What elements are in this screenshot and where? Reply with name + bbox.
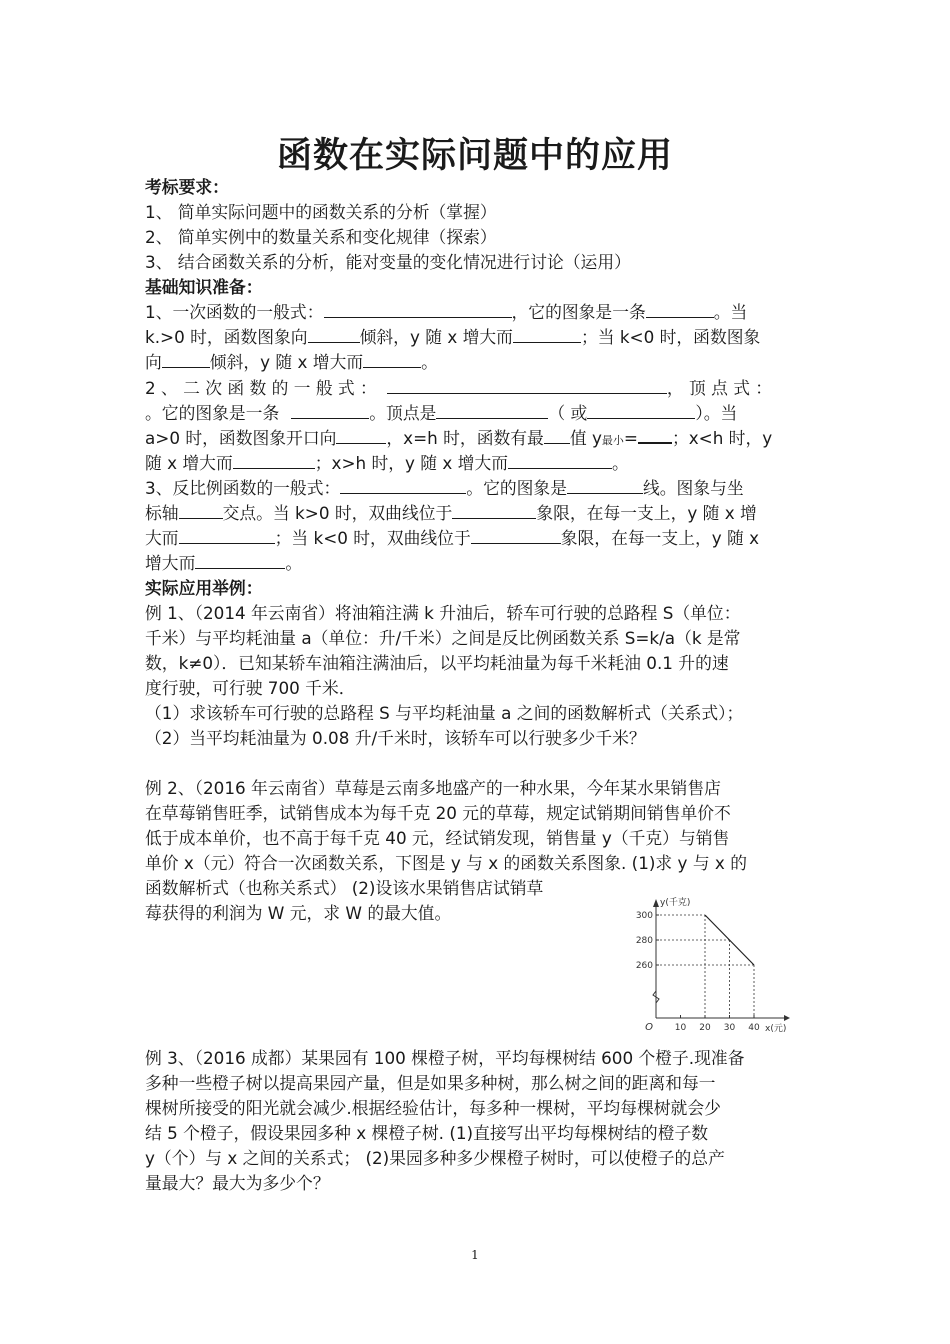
example-1-question-2: （2）当平均耗油量为 0.08 升/千米时，该轿车可以行驶多少千米？ bbox=[145, 728, 646, 748]
inverse-line-4 bbox=[145, 551, 302, 576]
text: 交点。当 k>0 时，双曲线位于 bbox=[222, 503, 453, 523]
text: 线。图象与坐 bbox=[642, 478, 744, 498]
inverse-line-3 bbox=[145, 526, 759, 551]
blank bbox=[233, 452, 315, 469]
text: 。它的图象是 bbox=[466, 478, 567, 498]
inverse-line-2 bbox=[145, 501, 757, 526]
quadratic-line-1 bbox=[145, 376, 772, 401]
text: 象限，在每一支上，y 随 x bbox=[560, 528, 760, 548]
example-1-question-1: （1）求该轿车可行驶的总路程 S 与平均耗油量 a 之间的函数解析式（关系式）； bbox=[145, 703, 744, 723]
text: ；x>h 时，y 随 x 增大而 bbox=[314, 453, 509, 473]
example-3-line: 棵树所接受的阳光就会减少.根据经验估计，每多种一棵树，平均每棵树就会少 bbox=[145, 1098, 721, 1118]
text: ）。当 bbox=[695, 403, 738, 423]
blank bbox=[195, 552, 285, 569]
text: 。它的图象是一条 bbox=[145, 403, 280, 423]
x-tick-label: 10 bbox=[674, 1023, 687, 1033]
text: 2 、 二 次 函 数 的 一 般 式 ： bbox=[145, 378, 377, 398]
requirement-item: 3、 结合函数关系的分析，能对变量的变化情况进行讨论（运用） bbox=[145, 252, 631, 272]
quadratic-line-2 bbox=[145, 401, 737, 426]
text: （ 或 bbox=[548, 403, 588, 423]
blank bbox=[452, 502, 536, 519]
blank bbox=[567, 477, 643, 494]
text: 大而 bbox=[145, 528, 179, 548]
text: 倾斜，y 随 x 增大而 bbox=[209, 352, 364, 372]
blank bbox=[587, 402, 695, 419]
example-3-line: y（个）与 x 之间的关系式； (2)果园多种多少棵橙子树时，可以使橙子的总产 bbox=[145, 1148, 725, 1168]
text: 象限，在每一支上，y 随 x 增 bbox=[536, 503, 757, 523]
graph-axes bbox=[653, 899, 790, 1021]
example-3-line: 多种一些橙子树以提高果园产量，但是如果多种树，那么树之间的距离和每一 bbox=[145, 1073, 716, 1093]
blank bbox=[513, 326, 581, 343]
example-1-line: 度行驶，可行驶 700 千米． bbox=[145, 678, 356, 698]
blank bbox=[363, 351, 421, 368]
example-1-line: 千米）与平均耗油量 a（单位：升/千米）之间是反比例函数关系 S=k/a（k 是常 bbox=[145, 628, 741, 648]
linear-line-2 bbox=[145, 325, 760, 350]
example-3-line: 结 5 个橙子，假设果园多种 x 棵橙子树. (1)直接写出平均每棵树结的橙子数 bbox=[145, 1123, 709, 1143]
example-2-line: 函数解析式（也称关系式） (2)设该水果销售店试销草 bbox=[145, 878, 544, 898]
example-2-line: 单价 x（元）符合一次函数关系，下图是 y 与 x 的函数关系图象. (1)求 y 与 x 的 bbox=[145, 853, 747, 873]
example-3-line: 例 3、（2016 成都）某果园有 100 棵橙子树，平均每棵树结 600 个橙子.现准备 bbox=[145, 1048, 745, 1068]
text: 标轴 bbox=[145, 503, 179, 523]
y-axis-label: y(千克) bbox=[660, 898, 691, 908]
y-tick-label: 260 bbox=[635, 961, 653, 971]
requirement-item: 2、 简单实例中的数量关系和变化规律（探索） bbox=[145, 227, 497, 247]
text: ，x=h 时，函数有最 bbox=[386, 428, 544, 448]
text: 3、反比例函数的一般式： bbox=[145, 478, 341, 498]
x-axis-arrow bbox=[784, 1015, 790, 1021]
page-number: 1 bbox=[471, 1248, 479, 1262]
y-tick-label: 300 bbox=[635, 911, 653, 921]
text: 倾斜，y 随 x 增大而 bbox=[359, 327, 513, 347]
text: ；当 k<0 时，双曲线位于 bbox=[274, 528, 471, 548]
example-1-line: 例 1、（2014 年云南省）将油箱注满 k 升油后，轿车可行驶的总路程 S（单位： bbox=[145, 603, 741, 623]
example-3-line: 量最大？最大为多少个？ bbox=[145, 1173, 330, 1193]
requirement-item: 1、 简单实际问题中的函数关系的分析（掌握） bbox=[145, 202, 497, 222]
x-tick-label: 40 bbox=[748, 1023, 760, 1033]
y-tick-label: 280 bbox=[635, 936, 653, 946]
text: 随 x 增大而 bbox=[145, 453, 233, 473]
text: 向 bbox=[145, 352, 162, 372]
blank bbox=[471, 527, 561, 544]
blank bbox=[179, 527, 275, 544]
text: 。顶点是 bbox=[369, 403, 437, 423]
origin-label: O bbox=[645, 1022, 653, 1033]
text: = bbox=[623, 428, 638, 448]
blank bbox=[387, 377, 667, 394]
quadratic-line-4 bbox=[145, 451, 629, 476]
quadratic-line-3 bbox=[145, 426, 772, 453]
text: 。 bbox=[285, 553, 303, 573]
blank bbox=[179, 502, 223, 519]
example-2-line: 低于成本单价，也不高于每千克 40 元，经试销发现，销售量 y（千克）与销售 bbox=[145, 828, 730, 848]
linear-line-3 bbox=[145, 350, 438, 375]
subscript: 最小 bbox=[601, 434, 624, 447]
text: 。 bbox=[421, 352, 438, 372]
blank bbox=[336, 427, 386, 444]
blank bbox=[436, 402, 548, 419]
text: a>0 时，函数图象开口向 bbox=[145, 428, 337, 448]
text: k.>0 时，函数图象向 bbox=[145, 327, 308, 347]
y-axis-arrow bbox=[653, 899, 659, 907]
blank bbox=[308, 326, 360, 343]
page-title: 函数在实际问题中的应用 bbox=[276, 136, 673, 176]
text: 1、一次函数的一般式： bbox=[145, 302, 324, 322]
blank bbox=[646, 301, 714, 318]
blank bbox=[638, 426, 672, 444]
x-tick-label: 20 bbox=[699, 1023, 711, 1033]
example-2-line: 例 2、（2016 年云南省）草莓是云南多地盛产的一种水果，今年某水果销售店 bbox=[145, 778, 721, 798]
text: ；当 k<0 时，函数图象 bbox=[580, 327, 761, 347]
example-1-line: 数，k≠0）．已知某轿车油箱注满油后，以平均耗油量为每千米耗油 0.1 升的速 bbox=[145, 653, 729, 673]
text: 增大而 bbox=[145, 553, 196, 573]
text: 。当 bbox=[713, 302, 748, 322]
text: ；x<h 时，y bbox=[671, 428, 773, 448]
basics-heading: 基础知识准备： bbox=[145, 277, 263, 297]
graph-guides bbox=[656, 915, 754, 1018]
blank bbox=[291, 402, 369, 419]
text: ， 顶 点 式 ： bbox=[666, 378, 773, 398]
blank bbox=[324, 301, 512, 318]
x-tick-label: 30 bbox=[723, 1023, 736, 1033]
blank bbox=[544, 427, 570, 444]
blank bbox=[162, 351, 210, 368]
example-2-line: 在草莓销售旺季，试销售成本为每千克 20 元的草莓，规定试销期间销售单价不 bbox=[145, 803, 731, 823]
sales-graph bbox=[634, 893, 794, 1038]
text: 。 bbox=[612, 453, 629, 473]
inverse-line-1 bbox=[145, 476, 744, 501]
blank bbox=[340, 477, 466, 494]
requirements-heading: 考标要求： bbox=[145, 177, 229, 197]
linear-line-1 bbox=[145, 300, 747, 325]
examples-heading: 实际应用举例： bbox=[145, 578, 263, 598]
example-2-line: 莓获得的利润为 W 元，求 W 的最大值。 bbox=[145, 903, 452, 923]
text: ，它的图象是一条 bbox=[511, 302, 646, 322]
x-axis-label: x(元) bbox=[765, 1024, 787, 1034]
text: 值 y bbox=[569, 428, 602, 448]
blank bbox=[508, 452, 612, 469]
